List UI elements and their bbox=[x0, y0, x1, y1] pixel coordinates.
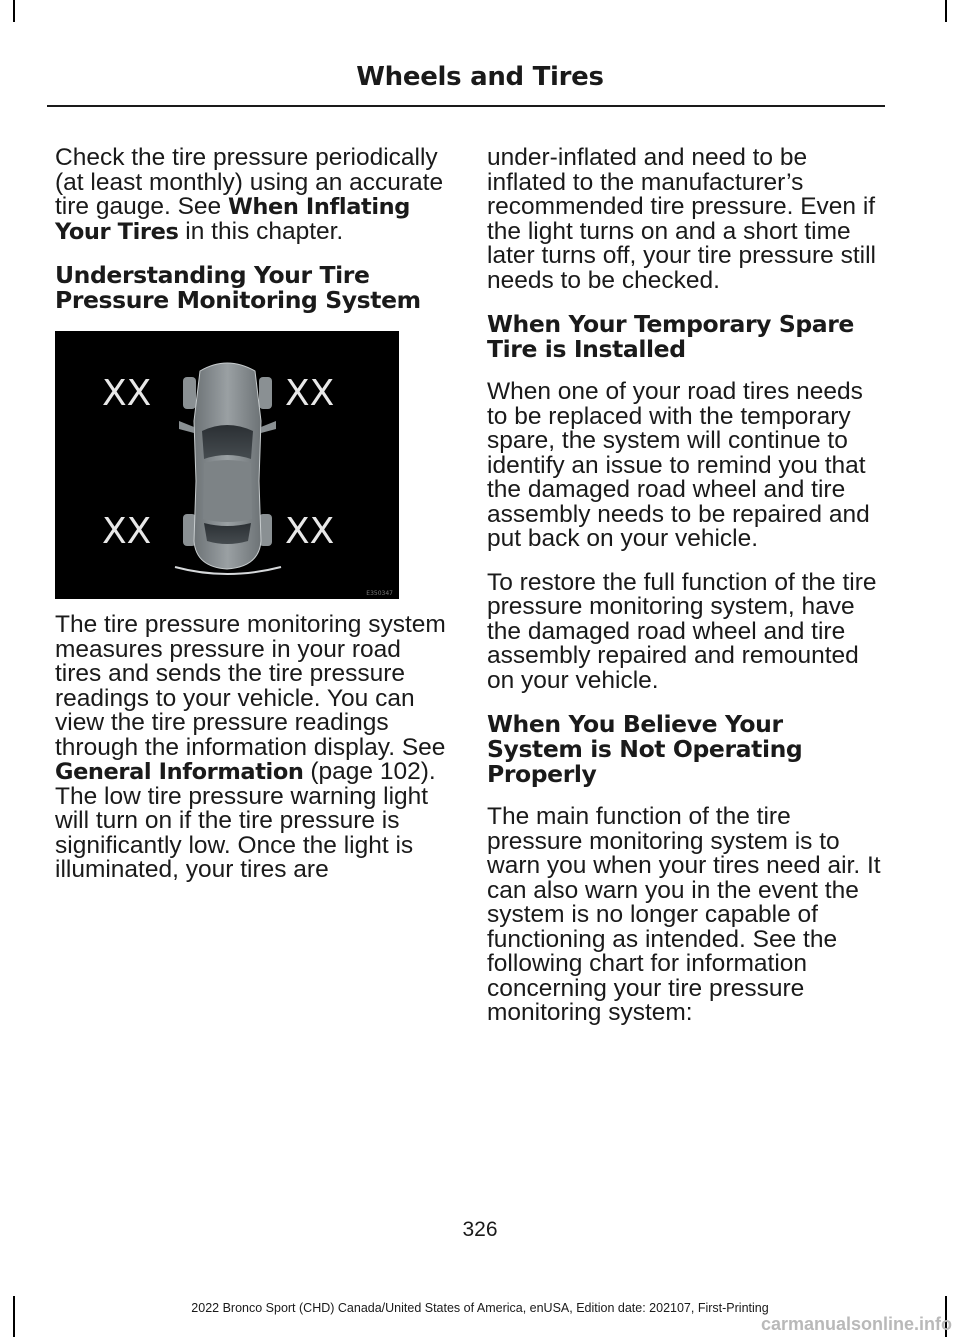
page-number: 326 bbox=[462, 1218, 498, 1241]
body-text-before: The tire pressure monitoring system measures pressure in your road tires and sends the tire pressure readings to your vehicle. You can view the tire pressure readings through the information display. See bbox=[55, 611, 446, 761]
left-column bbox=[55, 146, 451, 902]
figure-image-code: E350347 bbox=[366, 590, 393, 597]
car-windshield bbox=[202, 425, 253, 459]
heading-not-operating: When You Believe Your System is Not Operating Properly bbox=[487, 710, 803, 788]
car-roof bbox=[203, 460, 252, 522]
heading-temporary-spare: When Your Temporary Spare Tire is Installed bbox=[487, 310, 854, 363]
heading-understanding-tpms: Understanding Your Tire Pressure Monitoring System bbox=[55, 261, 421, 314]
header-divider bbox=[47, 105, 885, 107]
tire-front-right bbox=[259, 377, 272, 409]
crop-mark-top-left bbox=[13, 0, 15, 22]
xref-general-information[interactable]: General Information bbox=[55, 759, 304, 785]
pressure-label-rear-left: XX bbox=[102, 511, 152, 552]
pressure-label-front-right: XX bbox=[285, 373, 335, 414]
xref-when-inflating[interactable]: When Inflating Your Tires bbox=[55, 194, 410, 245]
tire-front-left bbox=[183, 377, 196, 409]
pressure-label-front-left: XX bbox=[102, 373, 152, 414]
continued-paragraph: under-inflated and need to be inflated to the manufacturer’s recommended tire pressure. Even if the light turns on and a short time later turns off, your tire pressure still needs to be checked. bbox=[487, 144, 876, 294]
body-text-after: (page 102). The low tire pressure warning light will turn on if the tire pressure is significantly low. Once the light is illuminated, your tires are bbox=[55, 758, 436, 883]
not-operating-paragraph: The main function of the tire pressure monitoring system is to warn you when your tires need air. It can also warn you in the event the system is no longer capable of functioning as intended. See the following chart for information concerning your tire pressure monitoring system: bbox=[487, 803, 881, 1026]
spare-paragraph-1: When one of your road tires needs to be replaced with the temporary spare, the system will continue to identify an issue to remind you that the damaged road wheel and tire assembly needs to be repaired and put back on your vehicle. bbox=[487, 378, 870, 552]
footer-edition-text: 2022 Bronco Sport (CHD) Canada/United States of America, enUSA, Edition date: 202107, First-Printing bbox=[191, 1301, 769, 1315]
watermark: carmanualsonline.info bbox=[760, 1314, 952, 1334]
pressure-label-rear-right: XX bbox=[285, 511, 335, 552]
spare-paragraph-2: To restore the full function of the tire pressure monitoring system, have the damaged road wheel and tire assembly repaired and remounted on your vehicle. bbox=[487, 568, 877, 694]
crop-mark-top-right bbox=[945, 0, 947, 22]
intro-text-after: in this chapter. bbox=[178, 217, 344, 245]
intro-paragraph bbox=[55, 146, 451, 244]
page-title: Wheels and Tires bbox=[356, 62, 604, 92]
tpms-display-figure bbox=[55, 331, 399, 599]
car-rear-window bbox=[204, 523, 251, 544]
tpms-body-paragraph bbox=[55, 613, 451, 883]
right-column bbox=[487, 146, 883, 1045]
intro-text-before: Check the tire pressure periodically (at least monthly) using an accurate tire gauge. See bbox=[55, 144, 444, 220]
tpms-car-diagram bbox=[55, 331, 399, 599]
